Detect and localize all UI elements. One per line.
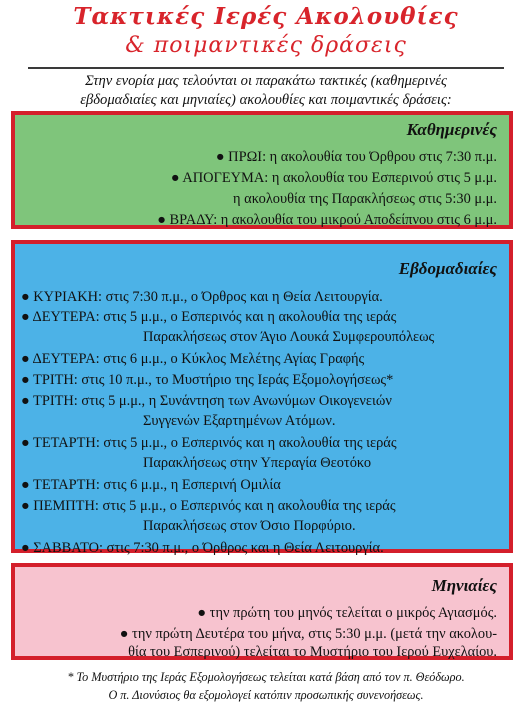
page-subtitle: & ποιμαντικές δράσεις xyxy=(125,33,407,58)
intro-text xyxy=(14,72,518,110)
intro-line-1: Στην ενορία μας τελούνται οι παρακάτω τακτικές (καθημερινές xyxy=(85,73,447,89)
daily-line-4: ● ΒΡΑΔΥ: η ακολουθία του μικρού Αποδείπνου στις 6 μ.μ. xyxy=(157,212,497,228)
weekly-line-6: ● ΤΡΙΤΗ: στις 5 μ.μ., η Συνάντηση των Ανωνύμων Οικογενειών xyxy=(21,393,392,409)
weekly-line-2: ● ΔΕΥΤΕΡΑ: στις 5 μ.μ., ο Εσπερινός και η ακολουθία της ιεράς xyxy=(21,309,397,325)
daily-heading: Καθημερινές xyxy=(406,120,497,139)
weekly-line-7: Συγγενών Εξαρτημένων Ατόμων. xyxy=(143,413,336,429)
footnote-line-1: * Το Μυστήριο της Ιεράς Εξομολογήσεως τελείται κατά βάση από τον π. Θεόδωρο. xyxy=(67,670,465,684)
weekly-line-4: ● ΔΕΥΤΕΡΑ: στις 6 μ.μ., ο Κύκλος Μελέτης Αγίας Γραφής xyxy=(21,351,365,367)
weekly-section xyxy=(11,240,513,556)
weekly-heading: Εβδομαδιαίες xyxy=(398,259,497,278)
weekly-line-11: ● ΠΕΜΠΤΗ: στις 5 μ.μ., ο Εσπερινός και η ακολουθία της ιεράς xyxy=(21,498,396,514)
title-divider xyxy=(28,67,504,69)
weekly-line-9: Παρακλήσεως στην Υπεραγία Θεοτόκο xyxy=(143,455,372,471)
weekly-line-13: ● ΣΑΒΒΑΤΟ: στις 7:30 π.μ., ο Όρθρος και η Θεία Λειτουργία. xyxy=(21,540,384,556)
weekly-line-12: Παρακλήσεως στον Όσιο Πορφύριο. xyxy=(143,518,356,534)
weekly-line-10: ● ΤΕΤΑΡΤΗ: στις 6 μ.μ., η Εσπερινή Ομιλία xyxy=(21,477,281,493)
monthly-heading: Μηνιαίες xyxy=(431,576,497,595)
daily-line-3: η ακολουθία της Παρακλήσεως στις 5:30 μ.μ. xyxy=(233,191,497,207)
daily-line-2: ● ΑΠΟΓΕΥΜΑ: η ακολουθία του Εσπερινού στις 5 μ.μ. xyxy=(170,170,497,186)
monthly-line-3: θία του Εσπερινού) τελείται το Μυστήριο του Ιερού Ευχελαίου. xyxy=(128,644,497,660)
weekly-line-3: Παρακλήσεως στον Άγιο Λουκά Συμφερουπόλεως xyxy=(143,329,435,345)
footnote-line-2: Ο π. Διονύσιος θα εξομολογεί κατόπιν προσωπικής συνενοήσεως. xyxy=(108,688,424,702)
weekly-line-1: ● ΚΥΡΙΑΚΗ: στις 7:30 π.μ., ο Όρθρος και η Θεία Λειτουργία. xyxy=(21,289,383,305)
daily-line-1: ● ΠΡΩΙ: η ακολουθία του Όρθρου στις 7:30 π.μ. xyxy=(215,149,497,165)
monthly-line-1: ● την πρώτη του μηνός τελείται ο μικρός Αγιασμός. xyxy=(197,605,497,621)
weekly-line-8: ● ΤΕΤΑΡΤΗ: στις 5 μ.μ., ο Εσπερινός και η ακολουθία της ιεράς xyxy=(21,435,397,451)
intro-line-2: εβδομαδιαίες και μηνιαίες) ακολουθίες και ποιμαντικές δράσεις: xyxy=(80,92,452,108)
daily-section xyxy=(11,111,513,229)
weekly-line-5: ● ΤΡΙΤΗ: στις 10 π.μ., το Μυστήριο της Ιεράς Εξομολογήσεως* xyxy=(21,372,394,388)
monthly-line-2: ● την πρώτη Δευτέρα του μήνα, στις 5:30 μ.μ. (μετά την ακολου- xyxy=(119,626,497,642)
page-title: Τακτικές Ιερές Ακολουθίες xyxy=(73,3,459,30)
monthly-section xyxy=(11,563,513,660)
